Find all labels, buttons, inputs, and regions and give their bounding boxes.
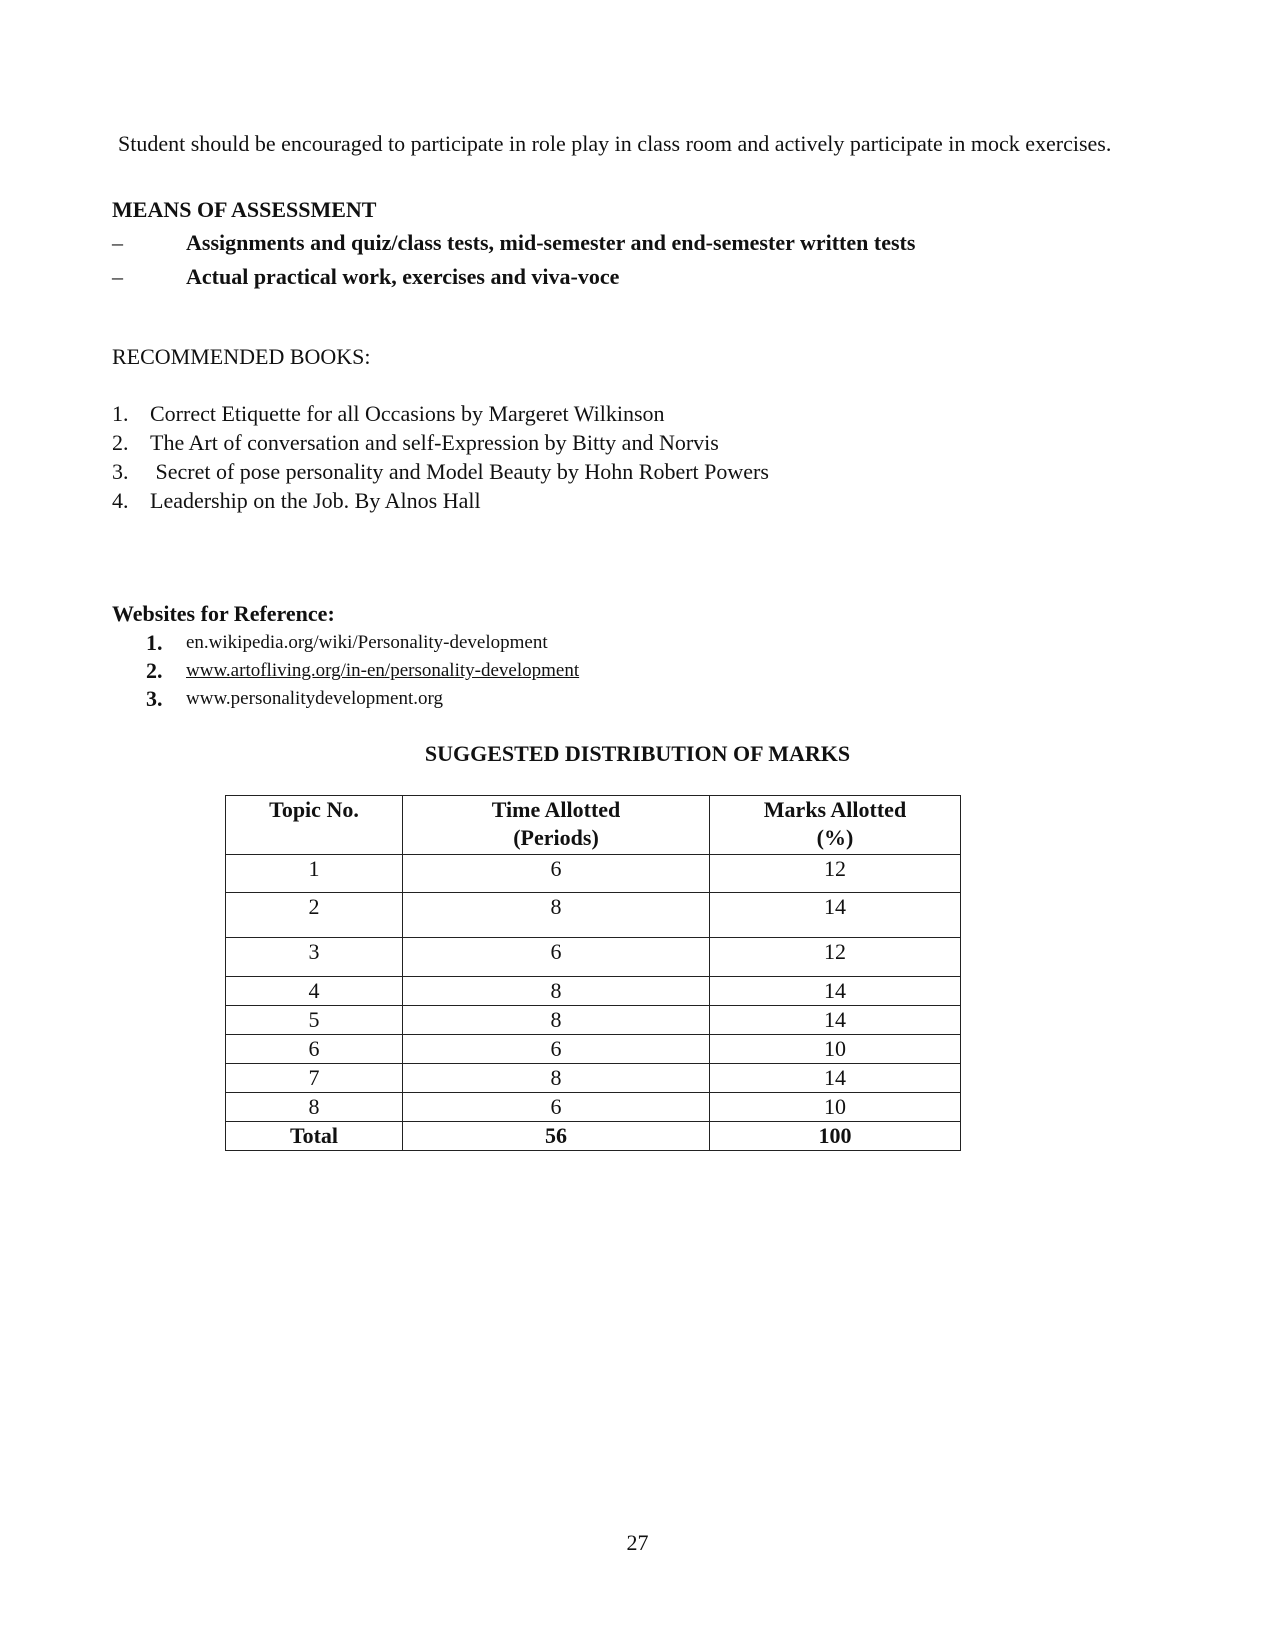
assessment-item <box>112 260 915 294</box>
website-item <box>146 657 579 685</box>
website-item <box>146 629 579 657</box>
time-cell: 6 <box>403 1093 710 1122</box>
table-total-row <box>226 1122 961 1151</box>
book-title: Secret of pose personality and Model Beauty by Hohn Robert Powers <box>150 458 769 484</box>
book-number: 2. <box>112 429 129 455</box>
book-item <box>112 428 769 457</box>
marks-distribution-table <box>225 795 961 1151</box>
time-cell: 8 <box>403 1064 710 1093</box>
website-item <box>146 685 579 713</box>
website-number: 3. <box>146 686 163 711</box>
table-row <box>226 855 961 893</box>
marks-cell: 14 <box>710 893 961 938</box>
assessment-item <box>112 226 915 260</box>
assessment-list <box>112 226 915 294</box>
book-item <box>112 457 769 486</box>
website-link[interactable]: www.artofliving.org/in-en/personality-development <box>186 660 580 681</box>
website-number: 1. <box>146 630 163 655</box>
header-line: Time Allotted <box>491 797 621 822</box>
table-row <box>226 977 961 1006</box>
marks-cell: 12 <box>710 938 961 977</box>
book-item <box>112 399 769 428</box>
marks-cell: 10 <box>710 1035 961 1064</box>
marks-cell: 14 <box>710 977 961 1006</box>
book-title: Correct Etiquette for all Occasions by Margeret Wilkinson <box>150 400 665 426</box>
marks-cell: 10 <box>710 1093 961 1122</box>
time-cell: 6 <box>403 1035 710 1064</box>
topic-cell: 7 <box>226 1064 403 1093</box>
assessment-heading: MEANS OF ASSESSMENT <box>112 197 377 222</box>
header-line: Topic No. <box>269 797 359 822</box>
dash-bullet: – <box>112 264 123 289</box>
marks-table-title: SUGGESTED DISTRIBUTION OF MARKS <box>424 741 851 766</box>
website-link[interactable]: en.wikipedia.org/wiki/Personality-development <box>186 632 548 653</box>
marks-cell: 12 <box>710 855 961 893</box>
book-number: 1. <box>112 400 129 426</box>
book-title: The Art of conversation and self-Expression by Bitty and Norvis <box>150 429 719 455</box>
table-header-row <box>226 796 961 855</box>
topic-cell: 2 <box>226 893 403 938</box>
book-title: Leadership on the Job. By Alnos Hall <box>150 487 481 513</box>
website-link[interactable]: www.personalitydevelopment.org <box>186 688 443 709</box>
time-cell: 6 <box>403 938 710 977</box>
websites-heading: Websites for Reference: <box>112 601 335 626</box>
total-marks-cell: 100 <box>710 1122 961 1151</box>
table-row <box>226 1093 961 1122</box>
topic-cell: 4 <box>226 977 403 1006</box>
table-row <box>226 1035 961 1064</box>
header-line: Marks Allotted <box>763 797 907 822</box>
table-row <box>226 1006 961 1035</box>
column-header-topic <box>226 796 403 855</box>
time-cell: 8 <box>403 1006 710 1035</box>
total-time-cell: 56 <box>403 1122 710 1151</box>
time-cell: 6 <box>403 855 710 893</box>
dash-bullet: – <box>112 230 123 255</box>
time-cell: 8 <box>403 977 710 1006</box>
topic-cell: 6 <box>226 1035 403 1064</box>
total-label-cell: Total <box>226 1122 403 1151</box>
intro-paragraph: Student should be encouraged to participate in role play in class room and actively participate in mock exercises. <box>118 131 1112 156</box>
topic-cell: 8 <box>226 1093 403 1122</box>
header-line: (Periods) <box>513 825 599 850</box>
assessment-item-text: Assignments and quiz/class tests, mid-semester and end-semester written tests <box>186 230 916 255</box>
websites-list <box>146 629 579 713</box>
marks-cell: 14 <box>710 1064 961 1093</box>
topic-cell: 1 <box>226 855 403 893</box>
book-item <box>112 486 769 515</box>
column-header-marks <box>710 796 961 855</box>
assessment-item-text: Actual practical work, exercises and viva-voce <box>186 264 620 289</box>
book-number: 3. <box>112 458 129 484</box>
books-heading: RECOMMENDED BOOKS: <box>112 344 371 369</box>
table-row <box>226 893 961 938</box>
column-header-time <box>403 796 710 855</box>
topic-cell: 5 <box>226 1006 403 1035</box>
page-number: 27 <box>626 1530 649 1555</box>
website-number: 2. <box>146 658 163 683</box>
topic-cell: 3 <box>226 938 403 977</box>
book-number: 4. <box>112 487 129 513</box>
table-row <box>226 938 961 977</box>
time-cell: 8 <box>403 893 710 938</box>
marks-cell: 14 <box>710 1006 961 1035</box>
books-list <box>112 399 769 515</box>
table-row <box>226 1064 961 1093</box>
header-line: (%) <box>816 825 854 850</box>
